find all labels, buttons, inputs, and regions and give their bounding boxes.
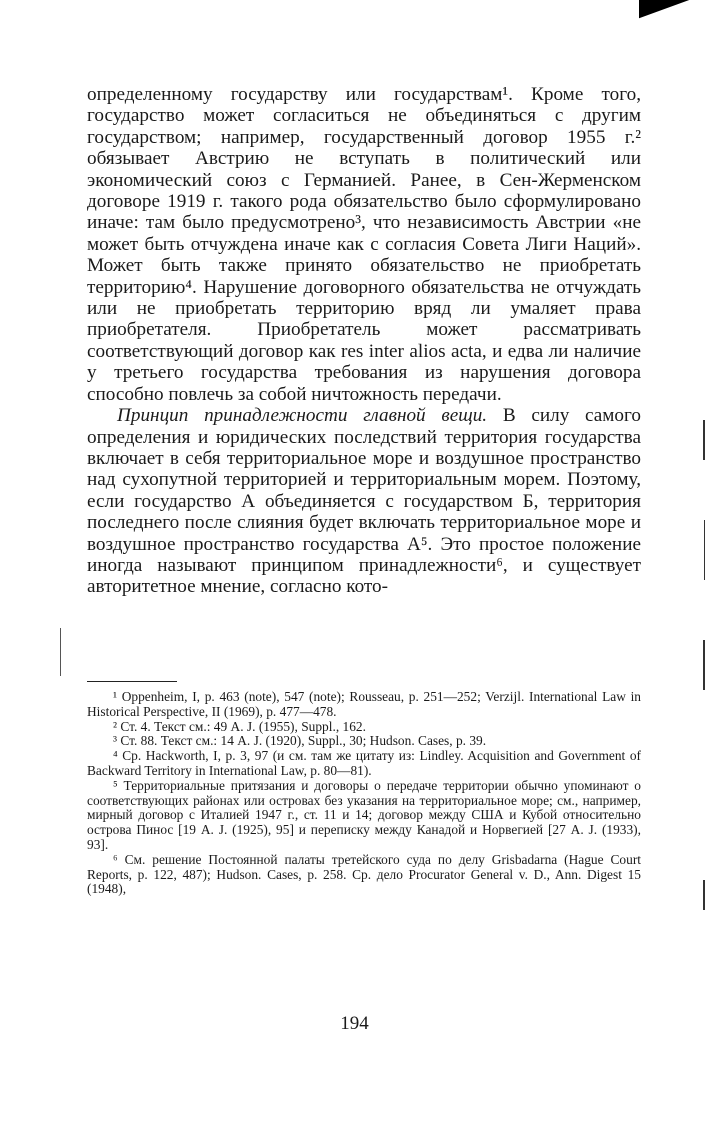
footnote-6: ⁶ См. решение Постоянной палаты третейского суда по делу Grisbadarna (Hague Court Reports, p. 122, 487); Hudson. Cases, p. 258. Ср. дело Procurator General v. D., Ann. Digest 15 (1948), [87,851,641,897]
scan-edge-mark [703,880,705,910]
footnote-1: ¹ Oppenheim, I, p. 463 (note), 547 (note); Rousseau, p. 251—252; Verzijl. International Law in Historical Perspective, II (1969), p. 477—478. [87,689,641,719]
footnote-4: ⁴ Ср. Hackworth, I, p. 3, 97 (и см. там же цитату из: Lindley. Acquisition and Government of Backward Territory in International Law, p. 80—81). [87,748,641,778]
footnotes [87,690,641,897]
paragraph-heading: Принцип принадлежности главной вещи. [117,405,488,427]
paragraph-1: определенному государству или государствам¹. Кроме того, государство может согласиться не объединяться с другим государством; например, государственный договор 1955 г.² обязывает Австрию не вступать в политический или экономический союз с Германией. Ранее, в Сен-Жерменском договоре 1919 г. такого рода обязательство было сформулировано иначе: там было предусмотрено³, что независимость Австрии «не может быть отчуждена иначе как с согласия Совета Лиги Наций». Может быть также принято обязательство не приобретать территорию⁴. Нарушение договорного обязательства не отчуждать или не приобретать территорию вряд ли умаляет права приобретателя. Приобретатель может рассматривать соответствующий договор как res inter alios acta, и едва ли наличие у третьего государства требования из нарушения договора способно повлечь за собой ничтожность передачи. [87,84,641,405]
scan-corner-shadow [639,0,709,26]
footnote-5: ⁵ Территориальные притязания и договоры о передаче территории обычно упоминают о соответствующих районах или островах без указания на территориальное море; см., например, мирный договор с Италией 1947 г., ст. 11 и 14; договор между США и Кубой относительно острова Пинос [19 A. J. (1925), 95] и переписку между Канадой и Норвегией [27 A. J. (1933), 93]. [87,777,641,852]
page-number: 194 [340,1013,369,1034]
paragraph-2 [87,405,641,598]
paragraph-2-text: В силу самого определения и юридических последствий территория государства включает в себя территориальное море и воздушное пространство над сухопутной территорией и территориальным морем. Поэтому, если государство А объединяется с государством Б, территория последнего после слияния будет включать территориальное море и воздушное пространство государства А⁵. Это простое положение иногда называют принципом принадлежности⁶, и существует авторитетное мнение, согласно кото- [87,405,641,598]
footnote-3: ³ Ст. 88. Текст см.: 14 A. J. (1920), Suppl., 30; Hudson. Cases, p. 39. [113,733,487,749]
scan-margin-mark [60,628,61,676]
scan-edge-mark [703,420,705,460]
main-text [87,84,641,598]
scan-edge-mark [703,640,705,690]
footnote-separator [87,681,177,682]
scan-edge-mark [704,520,705,580]
footnote-2: ² Ст. 4. Текст см.: 49 A. J. (1955), Suppl., 162. [113,718,366,734]
